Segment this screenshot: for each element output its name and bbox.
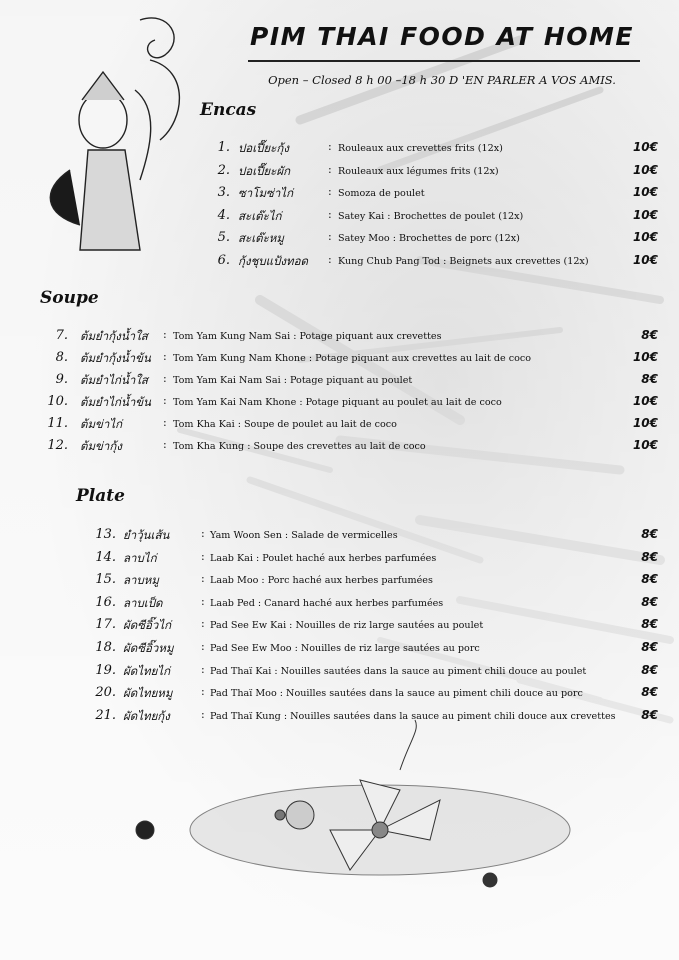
menu-item-description: Pad Thaï Moo : Nouilles sautées dans la sauce au piment chili douce au porc [210,688,583,700]
menu-item-price: 8€ [641,372,658,386]
menu-item-thai-name: ผัดซีอิ๊วหมู [123,641,174,655]
menu-item [0,208,679,226]
menu-item-thai-name: สะเต๊ะหมู [238,231,284,246]
menu-item-price: 8€ [641,549,658,564]
menu-item-separator: : [328,230,332,244]
menu-item-thai-name: กุ้งชุบแป้งทอด [238,254,308,268]
menu-item [0,685,679,703]
menu-item-number: 5. [217,230,230,246]
menu-item [0,230,679,248]
menu-item-thai-name: ผัดไทยไก่ [123,663,171,678]
menu-item [0,617,679,635]
menu-item-description: Tom Yam Kai Nam Sai : Potage piquant au poulet [173,375,413,386]
menu-item-separator: : [201,662,205,676]
menu-item [0,394,679,412]
menu-item [0,350,679,368]
menu-item [0,595,679,613]
menu-item-price: 8€ [641,685,658,700]
menu-item-description: Tom Yam Kung Nam Khone : Potage piquant aux crevettes au lait de coco [173,353,532,364]
menu-item-thai-name: ต้มยำกุ้งน้ำข้น [80,351,151,365]
menu-item-thai-name: ต้มยำกุ้งน้ำใส [80,329,148,343]
menu-item-thai-name: ผัดไทยกุ้ง [123,708,170,723]
menu-item-thai-name: สะเต๊ะไก่ [238,208,282,223]
menu-item-price: 10€ [632,230,658,245]
menu-item [0,416,679,434]
menu-item [0,708,679,726]
menu-item-description: Pad Thaï Kai : Nouilles sautées dans la sauce au piment chili douce au poulet [210,665,587,677]
title-underline [248,60,640,62]
menu-item [0,663,679,681]
menu-item-number: 19. [95,662,116,678]
menu-item-number: 12. [47,438,68,453]
menu-item-description: Pad See Ew Kai : Nouilles de riz large sautées au poulet [210,620,484,632]
menu-item-thai-name: ต้มยำไก่น้ำใส [80,373,148,387]
menu-item-separator: : [163,416,167,429]
menu-item-thai-name: ปอเปี๊ยะผัก [238,163,291,178]
menu-item-separator: : [201,707,205,721]
menu-item-description: Tom Kha Kung : Soupe des crevettes au lait de coco [173,441,426,452]
menu-item-description: Rouleaux aux légumes frits (12x) [338,165,499,177]
menu-item-thai-name: ลาบเป็ด [123,595,163,610]
menu-item-number: 2. [217,162,230,178]
menu-item-description: Pad See Ew Moo : Nouilles de riz large sautées au porc [210,643,480,654]
menu-item-separator: : [163,394,167,407]
menu-item-price: 8€ [641,662,658,677]
menu-item-number: 21. [95,707,116,723]
section-title-plate: Plate [76,486,125,506]
menu-item-price: 10€ [632,416,658,430]
menu-item-price: 10€ [632,207,658,222]
menu-item [0,527,679,545]
menu-item-description: Yam Woon Sen : Salade de vermicelles [210,530,398,541]
menu-item-number: 6. [217,253,230,268]
menu-item-price: 8€ [641,527,658,541]
menu-item-separator: : [163,350,167,363]
menu-item-separator: : [328,162,332,176]
menu-item-price: 8€ [641,594,658,609]
menu-item-separator: : [201,572,205,586]
menu-item-number: 14. [95,549,116,565]
section-title-encas: Encas [200,100,257,120]
menu-item-price: 10€ [632,162,658,177]
menu-item [0,372,679,390]
menu-item-separator: : [328,140,332,153]
menu-item-description: Rouleaux aux crevettes frits (12x) [338,143,503,154]
menu-item-number: 4. [217,207,230,223]
menu-item [0,140,679,158]
menu-item-number: 13. [95,527,116,542]
menu-item-separator: : [201,685,205,699]
menu-item-price: 10€ [632,140,658,154]
menu-item-number: 17. [95,617,116,633]
menu-item-thai-name: ซาโมซ่าไก่ [238,186,294,201]
menu-item-thai-name: ผัดซีอิ๊วไก่ [123,618,172,633]
menu-item [0,438,679,456]
menu-item-description: Laab Kai : Poulet haché aux herbes parfumées [210,552,437,564]
menu-item-price: 8€ [641,707,658,722]
menu-item-description: Tom Yam Kai Nam Khone : Potage piquant au poulet au lait de coco [173,397,502,408]
menu-item [0,253,679,271]
restaurant-title: PIM THAI FOOD AT HOME [250,22,634,51]
menu-item-separator: : [328,185,332,199]
menu-item-description: Laab Ped : Canard haché aux herbes parfumées [210,597,444,609]
menu-item-price: 10€ [632,253,658,267]
menu-item-description: Kung Chub Pang Tod : Beignets aux crevettes (12x) [338,256,589,267]
section-title-soupe: Soupe [40,288,99,308]
menu-item-description: Somoza de poulet [338,188,425,200]
menu-item-price: 8€ [641,572,658,587]
menu-item-separator: : [328,253,332,266]
menu-item-description: Laab Moo : Porc haché aux herbes parfumées [210,575,433,587]
menu-item-separator: : [201,527,205,540]
menu-item-description: Tom Kha Kai : Soupe de poulet au lait de coco [173,419,397,430]
menu-item-number: 15. [95,572,116,588]
menu-item-number: 8. [55,350,68,365]
menu-item [0,328,679,346]
menu-item-separator: : [201,594,205,608]
menu-item-number: 9. [55,372,68,387]
menu-item-description: Satey Moo : Brochettes de porc (12x) [338,233,520,245]
menu-item [0,185,679,203]
menu-item-description: Satey Kai : Brochettes de poulet (12x) [338,210,524,222]
menu-item [0,572,679,590]
menu-item-separator: : [201,640,205,653]
menu-item-price: 8€ [641,640,658,654]
menu-item-thai-name: ต้มข่ากุ้ง [80,439,122,453]
menu-item-thai-name: ลาบหมู [123,573,159,588]
menu-item-number: 11. [47,416,68,431]
menu-item-description: Pad Thaï Kung : Nouilles sautées dans la sauce au piment chili douce aux crevettes [210,710,616,722]
menu-item-thai-name: ยำวุ้นเส้น [123,528,170,542]
menu-item-price: 10€ [632,185,658,200]
menu-item-number: 7. [55,328,68,343]
menu-item-thai-name: ผัดไทยหมู [123,686,173,701]
menu-item-price: 10€ [632,394,658,408]
menu-item [0,640,679,658]
menu-item-price: 8€ [641,328,658,342]
menu-item-separator: : [201,617,205,631]
menu-item-price: 8€ [641,617,658,632]
menu-item-separator: : [163,328,167,341]
menu-item-thai-name: ปอเปี๊ยะกุ้ง [238,141,289,155]
menu-item-number: 16. [95,594,116,610]
menu-item-description: Tom Yam Kung Nam Sai : Potage piquant aux crevettes [173,331,442,342]
menu-item-number: 20. [95,685,116,701]
menu-item-number: 3. [217,185,230,201]
menu-item-separator: : [201,549,205,563]
opening-hours: Open – Closed 8 h 00 –18 h 30 D 'EN PARLER A VOS AMIS. [268,73,616,87]
menu-item-separator: : [163,438,167,451]
menu-item-separator: : [163,372,167,385]
menu-item-number: 1. [217,140,230,155]
menu-item [0,163,679,181]
menu-item-thai-name: ต้มข่าไก่ [80,417,123,431]
menu-item-separator: : [328,207,332,221]
menu-item-price: 10€ [632,350,658,364]
menu-item-number: 10. [47,394,68,409]
menu-item-number: 18. [95,640,116,655]
menu-item-thai-name: ต้มยำไก่น้ำข้น [80,395,152,409]
menu-item [0,550,679,568]
menu-item-price: 10€ [632,438,658,452]
menu-item-thai-name: ลาบไก่ [123,550,157,565]
